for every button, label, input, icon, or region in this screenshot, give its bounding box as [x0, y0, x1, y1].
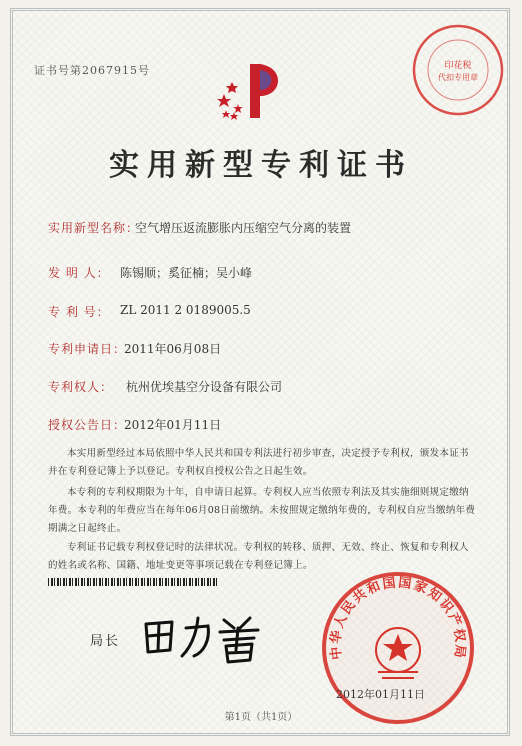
official-seal-icon — [318, 568, 478, 728]
paragraph-grant: 本实用新型经过本局依照中华人民共和国专利法进行初步审查，决定授予专利权，颁发本证书并在专利登记簿上予以登记。专利权自授权公告之日起生效。 — [48, 448, 469, 477]
seal-ring-text: 中华人民共和国国家知识产权局 — [328, 575, 468, 661]
certificate-number: 证书号第2067915号 — [34, 64, 150, 77]
certificate-title: 实用新型专利证书 — [109, 148, 413, 183]
patentee-label: 专利权人： — [48, 380, 114, 394]
sipo-logo-icon — [212, 60, 298, 124]
inventors-label: 发 明 人： — [48, 266, 110, 280]
paragraph-term: 本专利的专利权期限为十年，自申请日起算。专利权人应当依照专利法及其实施细则规定缴纳年费。本专利的年费应当在每年06月08日前缴纳。未按照规定缴纳年费的，专利权自应当缴纳年费期满之日起终止。 — [48, 487, 476, 534]
filing-date-label: 专利申请日： — [48, 342, 127, 356]
barcode — [48, 578, 218, 586]
tax-stamp-icon — [410, 22, 506, 118]
patent-number-value: ZL 2011 2 0189005.5 — [120, 303, 251, 317]
name-label: 实用新型名称： — [48, 221, 140, 235]
patentee-value: 杭州优埃基空分设备有限公司 — [126, 380, 283, 394]
filing-date-value: 2011年06月08日 — [124, 342, 222, 356]
seal-date: 2012年01月11日 — [336, 688, 425, 701]
grant-date-value: 2012年01月11日 — [124, 418, 222, 432]
handwritten-signature-icon — [138, 606, 288, 666]
tax-stamp-line-1: 印花税 — [444, 61, 472, 71]
grant-date-label: 授权公告日： — [48, 418, 127, 432]
director-label: 局长 — [90, 634, 121, 649]
name-value: 空气增压返流膨胀内压缩空气分离的装置 — [135, 221, 352, 235]
paragraph-record: 专利证书记载专利权登记时的法律状况。专利权的转移、质押、无效、终止、恢复和专利权人的姓名或名称、国籍、地址变更等事项记载在专利登记簿上。 — [48, 542, 469, 571]
tax-stamp-line-2: 代扣专用章 — [438, 73, 478, 82]
patent-number-label: 专 利 号： — [48, 305, 110, 319]
page-footer: 第1页（共1页） — [224, 712, 298, 723]
inventors-value: 陈锡顺；奚征楠；吴小峰 — [120, 266, 253, 280]
